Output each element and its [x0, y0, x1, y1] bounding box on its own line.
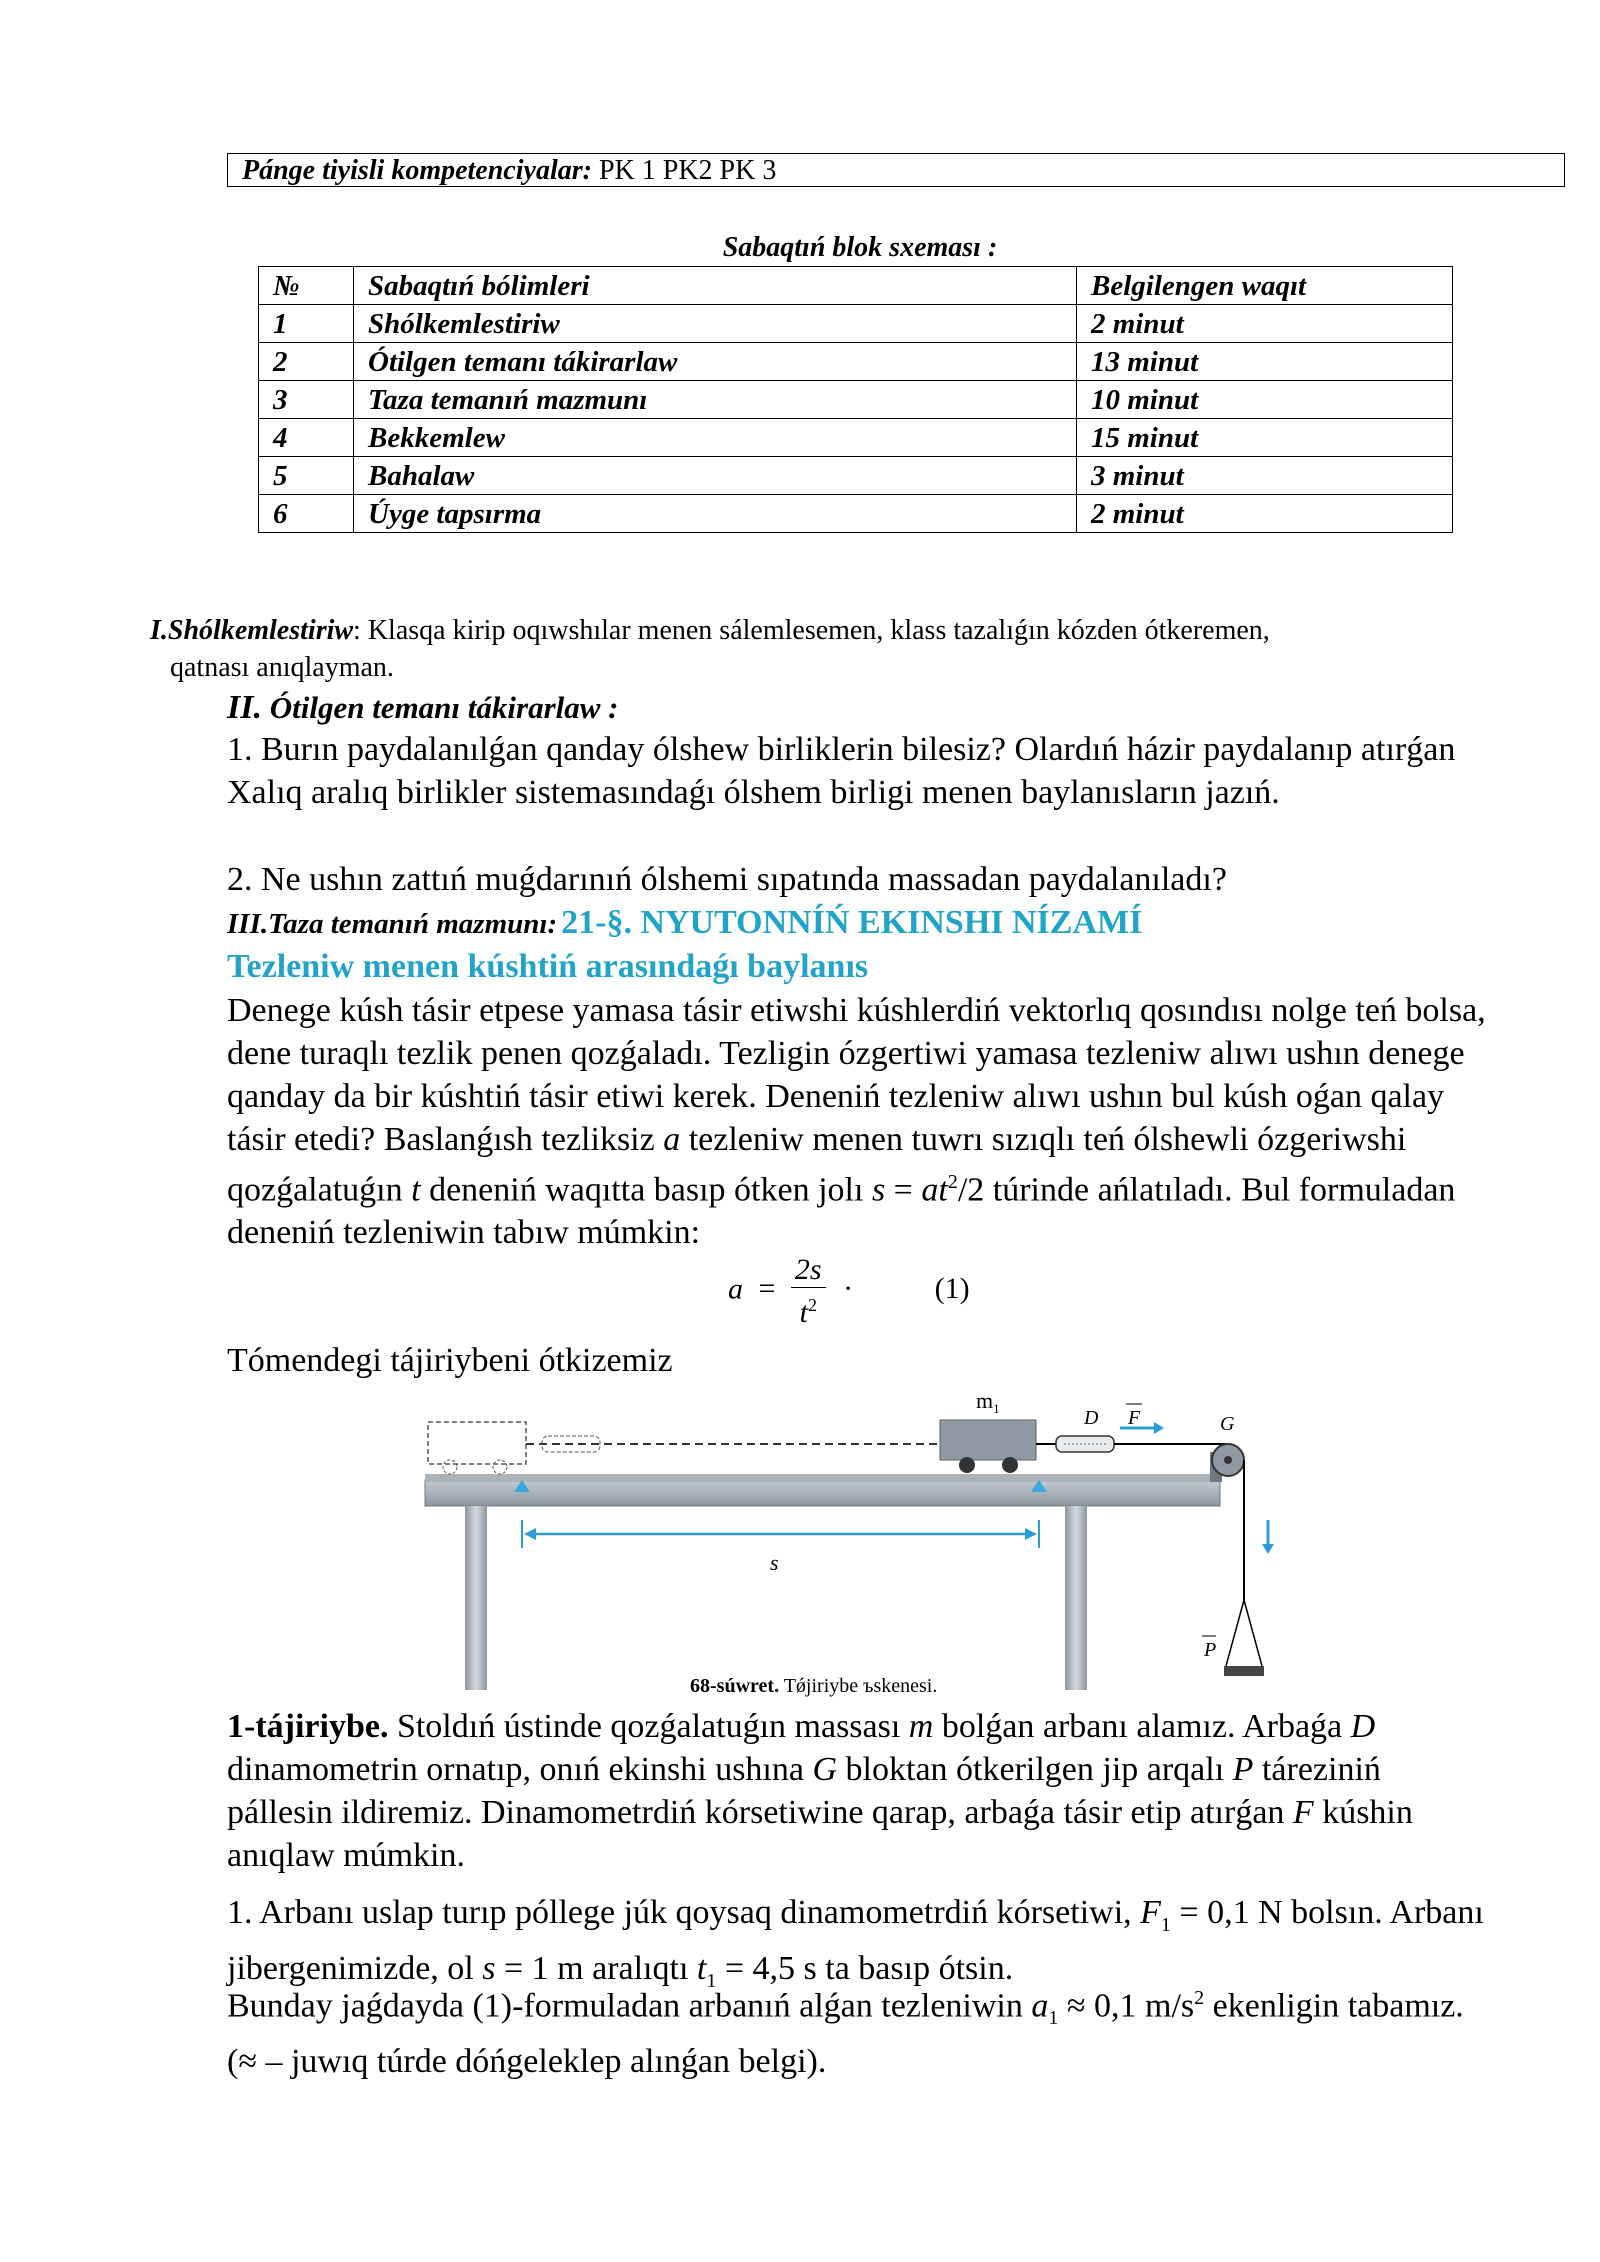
- formula-1: [728, 1253, 970, 1330]
- competencies-label: Pánge tiyisli kompetenciyalar:: [242, 155, 592, 186]
- variable-at: at: [921, 1171, 948, 1209]
- pan-string-right: [1244, 1600, 1262, 1666]
- row-section: Bekkemlew: [354, 419, 1077, 457]
- formula-dot: ·: [843, 1272, 854, 1306]
- cart-start-wheel: [443, 1460, 457, 1474]
- header-section: Sabaqtıń bólimleri: [354, 267, 1077, 305]
- variable-m: m: [908, 1708, 934, 1745]
- variable-P: P: [1232, 1751, 1254, 1788]
- variable-F: F: [1292, 1794, 1314, 1831]
- distance-arrowhead-left: [524, 1528, 536, 1540]
- table-row: [259, 381, 1453, 419]
- equals-sign: =: [885, 1171, 922, 1209]
- variable-G: G: [812, 1751, 838, 1788]
- superscript: 2: [947, 1171, 958, 1193]
- numerator-text: 2s: [794, 1253, 822, 1286]
- row-time: 2 minut: [1077, 305, 1453, 343]
- formula-lhs: a: [728, 1272, 743, 1306]
- row-number: 2: [259, 343, 354, 381]
- lesson-title: 21-§. NYUTONNÍŃ EKINSHI NÍZAMÍ: [561, 904, 1143, 941]
- row-section: Úyge tapsırma: [354, 495, 1077, 533]
- experiment-text: táreziniń pállesin ildiremiz. Dinamometrdiń kórsetiwine qarap, arbaǵa tásir etip atırǵan: [227, 1751, 1381, 1831]
- force-arrowhead: [1154, 1422, 1164, 1434]
- table-leg-left: [465, 1506, 487, 1690]
- paragraph-text: deneniń waqıtta basıp ótken jolı: [420, 1171, 872, 1209]
- experiment-text: bolǵan arbanı alamız. Arbaǵa: [933, 1708, 1351, 1745]
- experiment-title: 1-tájiriybe.: [227, 1708, 389, 1745]
- experiment-result: [227, 1977, 1489, 2083]
- pulley-axle: [1224, 1456, 1232, 1464]
- section-review-numeral: II.: [227, 689, 262, 726]
- variable-s: s: [482, 1949, 496, 1987]
- table-row: [259, 305, 1453, 343]
- table-leg-right: [1065, 1506, 1087, 1690]
- pan-string-left: [1226, 1600, 1244, 1666]
- row-time: 2 minut: [1077, 495, 1453, 533]
- competencies-value: PK 1 PK2 PK 3: [591, 155, 777, 186]
- label-m1: $m_1$: [976, 1388, 1000, 1416]
- section-new-topic-heading: [227, 901, 1527, 951]
- weight-pan: [1224, 1666, 1264, 1676]
- formula-denominator: [791, 1288, 826, 1330]
- label-s: s: [770, 1550, 779, 1575]
- experiment-text: kúshin anıqlaw múmkin.: [227, 1794, 1413, 1874]
- paragraph-text: Denege kúsh tásir etpese yamasa tásir etiwshi kúshlerdiń vektorlıq qosındısı nolge teń bolsa, dene turaqlı tezlik penen qozǵaladı. Tezligin ózgertiwi yamasa tezleniw alıwı ushın denege qanday da bir kúshtiń tásir etiwi kerek. Deneniń tezleniw alıwı ushın bul kúsh oǵan qalay tásir etedi? Baslanǵısh tezliksiz: [227, 992, 1486, 1158]
- section-organization-label: I.Shólkemlestiriw: [150, 615, 354, 646]
- review-question-1: 1. Burın paydalanılǵan qanday ólshew birliklerin bilesiz? Olardıń házir paydalanıp atırǵan Xalıq aralıq birlikler sistemasındaǵı ólshem birligi menen baylanısların jazıń.: [227, 731, 1456, 811]
- lesson-paragraph: [227, 989, 1489, 1254]
- experiment-1: [227, 1705, 1489, 1877]
- paragraph-text: /2 túrinde ańlatıladı. Bul formuladan deneniń tezleniwin tabıw múmkin:: [227, 1171, 1456, 1252]
- experiment-text: dinamometrin ornatıp, onıń ekinshi ushına: [227, 1751, 813, 1788]
- experiment-intro: Tómendegi tájiriybeni ótkizemiz: [227, 1342, 673, 1379]
- section-review-title: Ótilgen temanı tákirarlaw :: [261, 690, 619, 725]
- variable-s: s: [871, 1171, 886, 1209]
- table-row: [259, 495, 1453, 533]
- review-question-2: 2. Ne ushın zattıń muǵdarınıń ólshemi sıpatında massadan paydalanıladı?: [227, 861, 1227, 898]
- step-text: = 0,1 N bolsın. Arbanı jibergenimizde, ol: [227, 1894, 1484, 1987]
- block-scheme-table: [258, 266, 1453, 533]
- table-header-row: [259, 267, 1453, 305]
- section-organization-cont: qatnası anıqlayman.: [170, 652, 394, 683]
- header-time: Belgilengen waqıt: [1077, 267, 1453, 305]
- row-time: 10 minut: [1077, 381, 1453, 419]
- denominator-sup: 2: [807, 1295, 817, 1315]
- cart-start-outline: [428, 1422, 526, 1464]
- result-text: ekenligin tabamız. (≈ – juwıq túrde dóńgeleklep alınǵan belgi).: [227, 1987, 1464, 2081]
- subscript: 1: [706, 1969, 717, 1992]
- header-number: №: [259, 267, 354, 305]
- cart-start-wheel: [493, 1460, 507, 1474]
- formula-equals: =: [758, 1272, 776, 1306]
- lesson-subtitle: Tezleniw menen kúshtiń arasındaǵı baylanıs: [227, 948, 869, 985]
- row-number: 6: [259, 495, 354, 533]
- step-text: = 1 m aralıqtı: [495, 1949, 697, 1987]
- denominator-t: t: [799, 1296, 808, 1329]
- row-section: Ótilgen temanı tákirarlaw: [354, 343, 1077, 381]
- cart-wheel: [959, 1457, 975, 1473]
- table-row: [259, 457, 1453, 495]
- label-P: P: [1204, 1639, 1217, 1661]
- superscript: 2: [1194, 1987, 1205, 2009]
- section-organization: [150, 612, 1480, 649]
- label-F: F: [1128, 1407, 1141, 1429]
- row-section: Taza temanıń mazmunı: [354, 381, 1077, 419]
- result-text: ≈ 0,1 m/s: [1058, 1987, 1195, 2025]
- table-edge: [425, 1474, 1220, 1482]
- section-review-heading: [227, 688, 619, 728]
- formula-numerator: [791, 1253, 826, 1288]
- down-arrowhead: [1262, 1544, 1274, 1554]
- variable-t1: t: [696, 1949, 707, 1987]
- row-section: Shólkemlestiriw: [354, 305, 1077, 343]
- label-D: D: [1084, 1407, 1099, 1429]
- cart-wheel: [1002, 1457, 1018, 1473]
- table-row: [259, 419, 1453, 457]
- row-number: 4: [259, 419, 354, 457]
- row-number: 3: [259, 381, 354, 419]
- block-scheme-title: Sabaqtıń blok sxeması :: [722, 232, 998, 263]
- row-number: 5: [259, 457, 354, 495]
- label-G: G: [1220, 1413, 1235, 1435]
- section-organization-text: : Klasqa kirip oqıwshılar menen sálemlesemen, klass tazalıǵın kózden ótkeremen,: [353, 615, 1270, 646]
- variable-t: t: [411, 1171, 421, 1209]
- distance-arrowhead-right: [1025, 1528, 1037, 1540]
- variable-D: D: [1350, 1708, 1376, 1745]
- section-new-topic-label: III.Taza temanıń mazmunı:: [227, 908, 558, 940]
- variable-a: a: [663, 1121, 681, 1158]
- experiment-text: bloktan ótkerilgen jip arqalı: [837, 1751, 1233, 1788]
- experiment-figure: [420, 1380, 1280, 1700]
- subscript: 1: [1048, 2007, 1059, 2030]
- paragraph-text: tezleniw menen tuwrı sızıqlı teń ólshewli ózgeriwshi qozǵalatuǵın: [227, 1121, 1407, 1209]
- row-number: 1: [259, 305, 354, 343]
- row-section: Bahalaw: [354, 457, 1077, 495]
- row-time: 3 minut: [1077, 457, 1453, 495]
- formula-number: (1): [934, 1272, 970, 1306]
- table-top: [425, 1480, 1220, 1506]
- table-row: [259, 343, 1453, 381]
- competencies-box: [227, 153, 1565, 187]
- variable-F1: F: [1140, 1894, 1161, 1931]
- row-time: 13 minut: [1077, 343, 1453, 381]
- figure-caption: 68-súwret. Tǿjiriybe ъskenesi.: [690, 1675, 938, 1697]
- step-text: 1. Arbanı uslap turıp póllege júk qoysaq dinamometrdiń kórsetiwi,: [227, 1894, 1141, 1931]
- experiment-text: Stoldıń ústinde qozǵalatuǵın massası: [388, 1708, 909, 1745]
- cart: [940, 1420, 1036, 1460]
- variable-a1: a: [1031, 1987, 1049, 2025]
- row-time: 15 minut: [1077, 419, 1453, 457]
- formula-fraction: [791, 1253, 826, 1330]
- result-text: Bunday jaǵdayda (1)-formuladan arbanıń alǵan tezleniwin: [227, 1987, 1032, 2025]
- subscript: 1: [1160, 1913, 1171, 1936]
- step-text: = 4,5 s ta basıp ótsin.: [716, 1949, 1014, 1987]
